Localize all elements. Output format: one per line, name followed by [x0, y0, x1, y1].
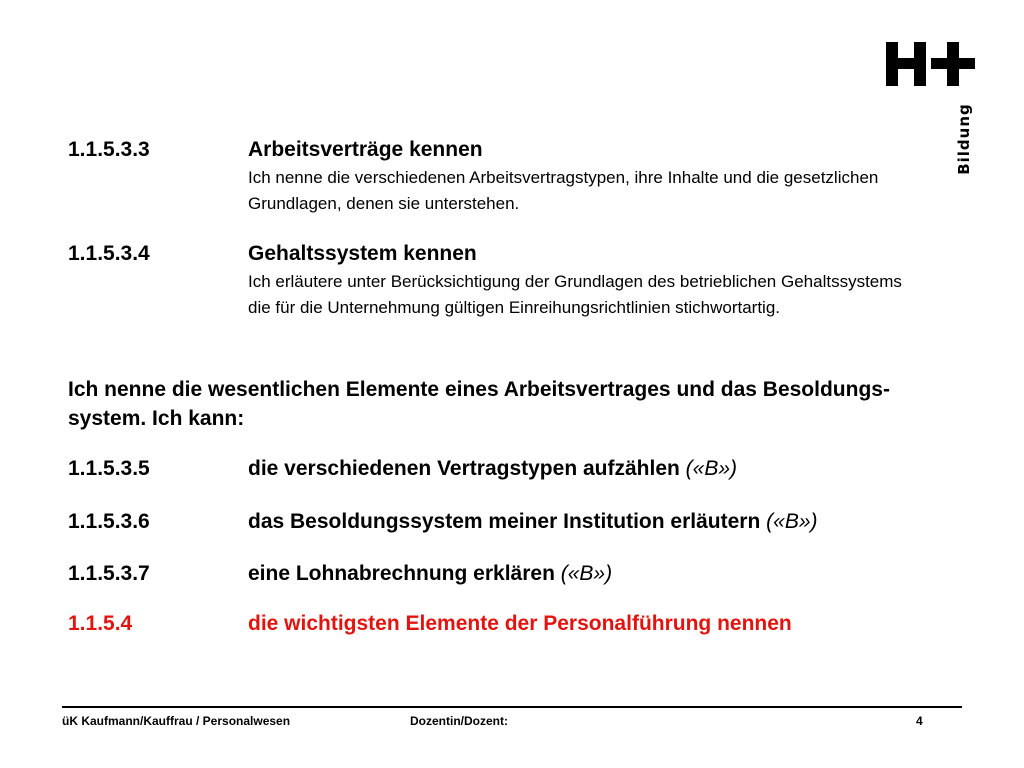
objective-number: 1.1.5.3.3 — [68, 138, 150, 161]
goal-tag: («B») — [766, 510, 818, 533]
logo-subtitle: Bildung — [955, 103, 973, 175]
goal-text — [248, 457, 737, 481]
objective-1-1-5-3-3 — [68, 138, 948, 228]
page-number: 4 — [916, 714, 923, 728]
intro-paragraph — [68, 375, 948, 433]
objective-number: 1.1.5.3.4 — [68, 242, 150, 265]
objective-description: Ich nenne die verschiedenen Arbeitsvertragstypen, ihre Inhalte und die gesetzlichen Grundlagen, denen sie unterstehen. — [248, 168, 879, 213]
goal-text — [248, 562, 612, 586]
goal-number: 1.1.5.3.7 — [68, 562, 150, 585]
goal-1-1-5-3-5 — [68, 457, 948, 487]
goal-text — [248, 510, 818, 534]
goal-tag: («B») — [560, 562, 613, 585]
goal-1-1-5-4-highlight — [68, 612, 948, 642]
highlight-text: die wichtigsten Elemente der Personalführung nennen — [248, 612, 792, 635]
goal-text-main: die verschiedenen Vertragstypen aufzählen — [248, 457, 680, 480]
intro-line-2: system. Ich kann: — [68, 407, 245, 430]
footer-divider — [62, 706, 962, 708]
objective-title: Gehaltssystem kennen — [248, 242, 477, 265]
goal-tag: («B») — [685, 457, 738, 480]
goal-1-1-5-3-7 — [68, 562, 948, 592]
footer-course: üK Kaufmann/Kauffrau / Personalwesen — [62, 714, 291, 728]
objective-title: Arbeitsverträge kennen — [248, 138, 483, 161]
objective-description: Ich erläutere unter Berücksichtigung der Grundlagen des betrieblichen Gehaltssystems die für die Unternehmung gültigen Einreihungsrichtlinien stichwortartig. — [248, 272, 902, 317]
highlight-number: 1.1.5.4 — [68, 612, 133, 635]
goal-text-main: eine Lohnabrechnung erklären — [248, 562, 555, 585]
intro-line-1: Ich nenne die wesentlichen Elemente eines Arbeitsvertrages und das Besoldungs- — [68, 378, 890, 401]
goal-1-1-5-3-6 — [68, 510, 948, 540]
goal-number: 1.1.5.3.6 — [68, 510, 150, 533]
footer-teacher: Dozentin/Dozent: — [410, 714, 508, 728]
objective-1-1-5-3-4 — [68, 242, 948, 352]
goal-text-main: das Besoldungssystem meiner Institution erläutern — [248, 510, 761, 533]
goal-number: 1.1.5.3.5 — [68, 457, 150, 480]
